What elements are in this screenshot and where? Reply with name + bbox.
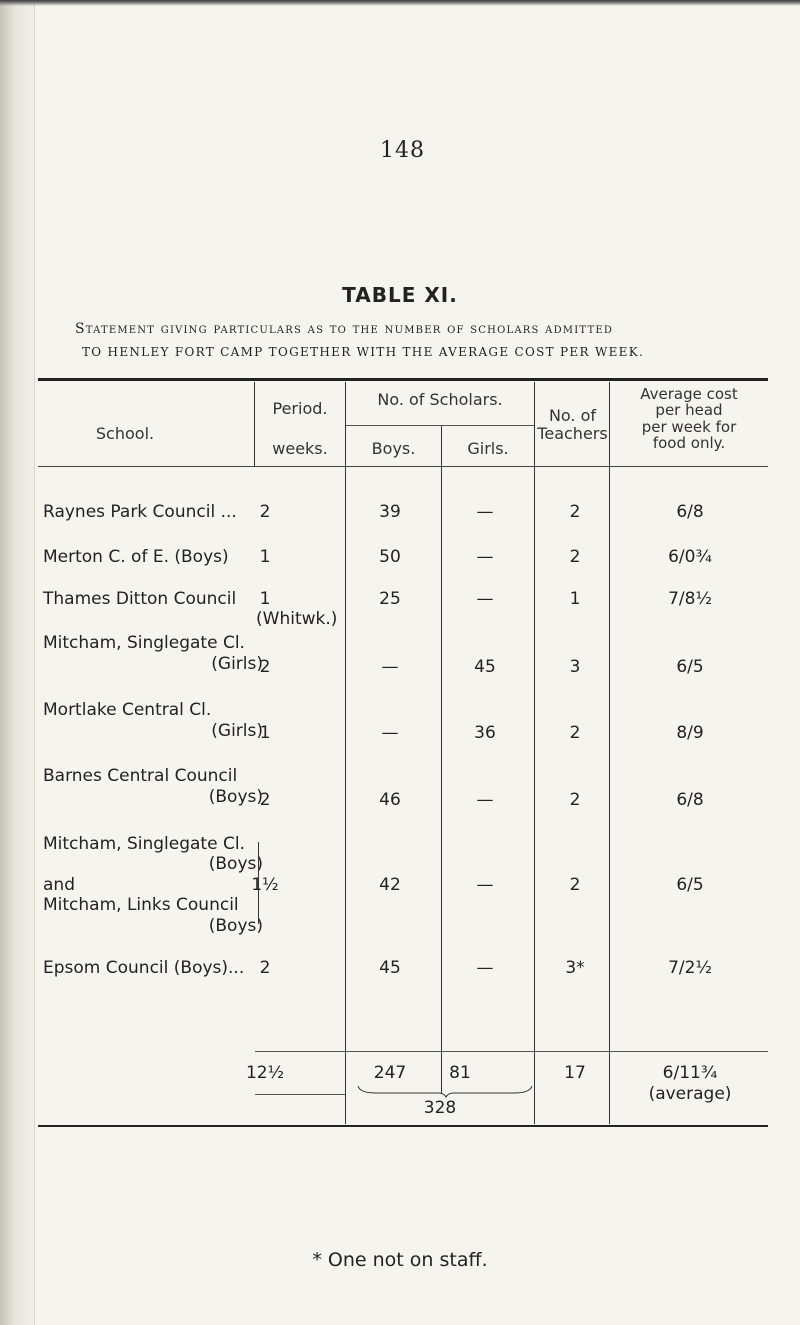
- row-girls: —: [476, 958, 494, 978]
- header-girls: Girls.: [467, 439, 509, 458]
- row-school: Raynes Park Council ...: [43, 502, 237, 522]
- row-school: Epsom Council (Boys)...: [43, 958, 245, 978]
- total-cost: 6/11¾: [662, 1063, 718, 1083]
- row-boys: 25: [379, 589, 401, 609]
- row-cost: 7/2½: [668, 958, 712, 978]
- row-period: 2: [259, 502, 271, 522]
- row-period: 2: [259, 790, 271, 810]
- totals-mid-rule: [255, 1094, 345, 1095]
- row-school-and: and: [43, 875, 75, 895]
- row-girls: —: [476, 547, 494, 567]
- row-girls: —: [476, 790, 494, 810]
- header-bottom-rule: [38, 466, 768, 467]
- page-number: 148: [380, 138, 425, 163]
- header-school: School.: [95, 424, 155, 443]
- row-boys: 50: [379, 547, 401, 567]
- row-school-sub: (Girls): [211, 654, 263, 674]
- header-scholars: No. of Scholars.: [377, 390, 503, 409]
- row-cost: 6/8: [676, 790, 704, 810]
- row-school: Mitcham, Singlegate Cl.: [43, 633, 245, 653]
- row-teachers: 3*: [565, 958, 585, 978]
- header-boys: Boys.: [371, 439, 416, 458]
- row-teachers: 2: [569, 723, 581, 743]
- row-cost: 8/9: [676, 723, 704, 743]
- table-bottom-rule: [38, 1125, 768, 1127]
- total-period: 12½: [245, 1063, 285, 1083]
- header-teachers-1: No. of: [548, 406, 597, 425]
- row-school-sub: (Boys): [208, 787, 263, 807]
- header-cost-1: Average cost: [640, 385, 738, 403]
- row-school-2-sub: (Boys): [208, 916, 263, 936]
- scholars-total-brace: [356, 1084, 536, 1098]
- row-teachers: 3: [569, 657, 581, 677]
- row-boys: —: [381, 657, 399, 677]
- statement-line-1: Statement giving particulars as to the number of scholars admitted: [75, 321, 614, 337]
- row-school: Barnes Central Council: [43, 766, 238, 786]
- total-boys: 247: [373, 1063, 407, 1083]
- header-cost-4: food only.: [652, 434, 726, 452]
- row-cost: 6/5: [676, 657, 704, 677]
- row-girls: —: [476, 502, 494, 522]
- total-cost-note: (average): [648, 1084, 732, 1104]
- row-boys: 39: [379, 502, 401, 522]
- footnote: * One not on staff.: [312, 1249, 488, 1271]
- total-girls: 81: [449, 1063, 471, 1083]
- row-teachers: 2: [569, 875, 581, 895]
- row-girls: —: [476, 589, 494, 609]
- row-teachers: 2: [569, 502, 581, 522]
- row-boys: 46: [379, 790, 401, 810]
- row-school: Merton C. of E. (Boys): [43, 547, 229, 567]
- row-girls: 45: [474, 657, 496, 677]
- row-boys: —: [381, 723, 399, 743]
- scholars-total: 328: [423, 1098, 457, 1118]
- row-cost: 6/5: [676, 875, 704, 895]
- header-cost-2: per head: [655, 401, 723, 419]
- row-school-2: Mitcham, Links Council: [43, 895, 239, 915]
- row-cost: 6/0¾: [668, 547, 712, 567]
- row-school-sub: (Girls): [211, 721, 263, 741]
- row-boys: 42: [379, 875, 401, 895]
- header-period-top: Period.: [272, 399, 328, 418]
- header-period-bottom: weeks.: [272, 439, 328, 458]
- row-period: 1: [259, 723, 271, 743]
- row-teachers: 2: [569, 790, 581, 810]
- row-teachers: 2: [569, 547, 581, 567]
- page-binding-edge: [0, 0, 35, 1325]
- row-boys: 45: [379, 958, 401, 978]
- header-cost-3: per week for: [641, 418, 737, 436]
- statement-line-2: TO HENLEY FORT CAMP TOGETHER WITH THE AVERAGE COST PER WEEK.: [82, 345, 645, 359]
- table-top-rule: [38, 378, 768, 381]
- row-girls: —: [476, 875, 494, 895]
- row-teachers: 1: [569, 589, 581, 609]
- row-period: 2: [259, 958, 271, 978]
- row-school: Thames Ditton Council: [43, 589, 237, 609]
- total-teachers: 17: [564, 1063, 586, 1083]
- page-top-edge: [0, 0, 800, 6]
- header-teachers-2: Teachers: [537, 424, 608, 443]
- col-rule-2b: [345, 466, 346, 1124]
- row-period-note: (Whitwk.): [256, 609, 338, 629]
- row-school: Mortlake Central Cl.: [43, 700, 212, 720]
- row-cost: 6/8: [676, 502, 704, 522]
- row-cost: 7/8½: [668, 589, 712, 609]
- scholars-header-rule: [346, 425, 534, 426]
- totals-top-rule: [255, 1051, 768, 1052]
- col-rule-4: [534, 382, 535, 466]
- row-period: 1: [259, 547, 271, 567]
- row-school-sub: (Boys): [208, 854, 263, 874]
- row-girls: 36: [474, 723, 496, 743]
- table-title: TABLE XI.: [342, 283, 458, 307]
- row-period: 1: [259, 589, 271, 609]
- row-school: Mitcham, Singlegate Cl.: [43, 834, 245, 854]
- row-period: 2: [259, 657, 271, 677]
- row-period: 1½: [251, 875, 279, 895]
